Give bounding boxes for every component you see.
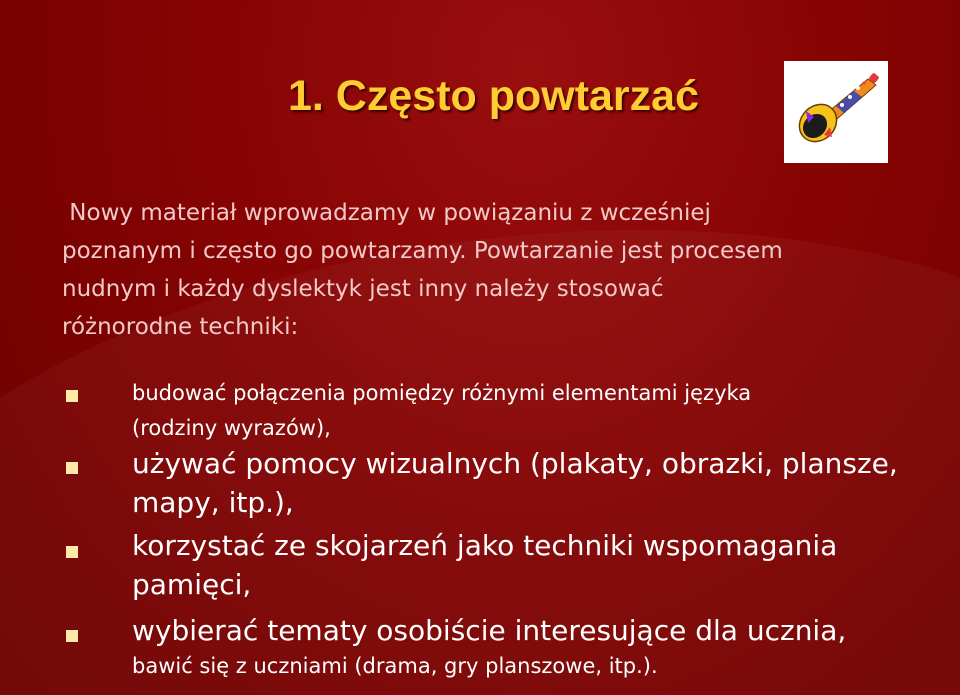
party-horn-icon <box>784 61 888 163</box>
bullet-square-icon <box>66 390 78 402</box>
bullet-line: korzystać ze skojarzeń jako techniki wspomagania <box>132 529 838 562</box>
intro-line: nudnym i każdy dyslektyk jest inny należy stosować <box>62 276 664 302</box>
intro-paragraph <box>62 194 862 346</box>
intro-line: poznanym i często go powtarzamy. Powtarzanie jest procesem <box>62 238 783 264</box>
bullet-line: (rodziny wyrazów), <box>132 416 331 440</box>
bullet-line: wybierać tematy osobiście interesujące dla ucznia, <box>132 614 847 647</box>
intro-line: Nowy materiał wprowadzamy w powiązaniu z wcześniej <box>62 200 711 226</box>
intro-line: różnorodne techniki: <box>62 314 299 340</box>
bullet-line: bawić się z uczniami (drama, gry planszowe, itp.). <box>132 654 658 678</box>
slide-title: 1. Często powtarzać <box>288 72 699 120</box>
bullet-line: mapy, itp.), <box>132 486 294 519</box>
bullet-square-icon <box>66 462 78 474</box>
bullet-line: budować połączenia pomiędzy różnymi elementami języka <box>132 381 752 405</box>
bullet-line: pamięci, <box>132 568 252 601</box>
bullet-square-icon <box>66 546 78 558</box>
bullet-square-icon <box>66 630 78 642</box>
bullet-line: używać pomocy wizualnych (plakaty, obrazki, plansze, <box>132 447 898 480</box>
